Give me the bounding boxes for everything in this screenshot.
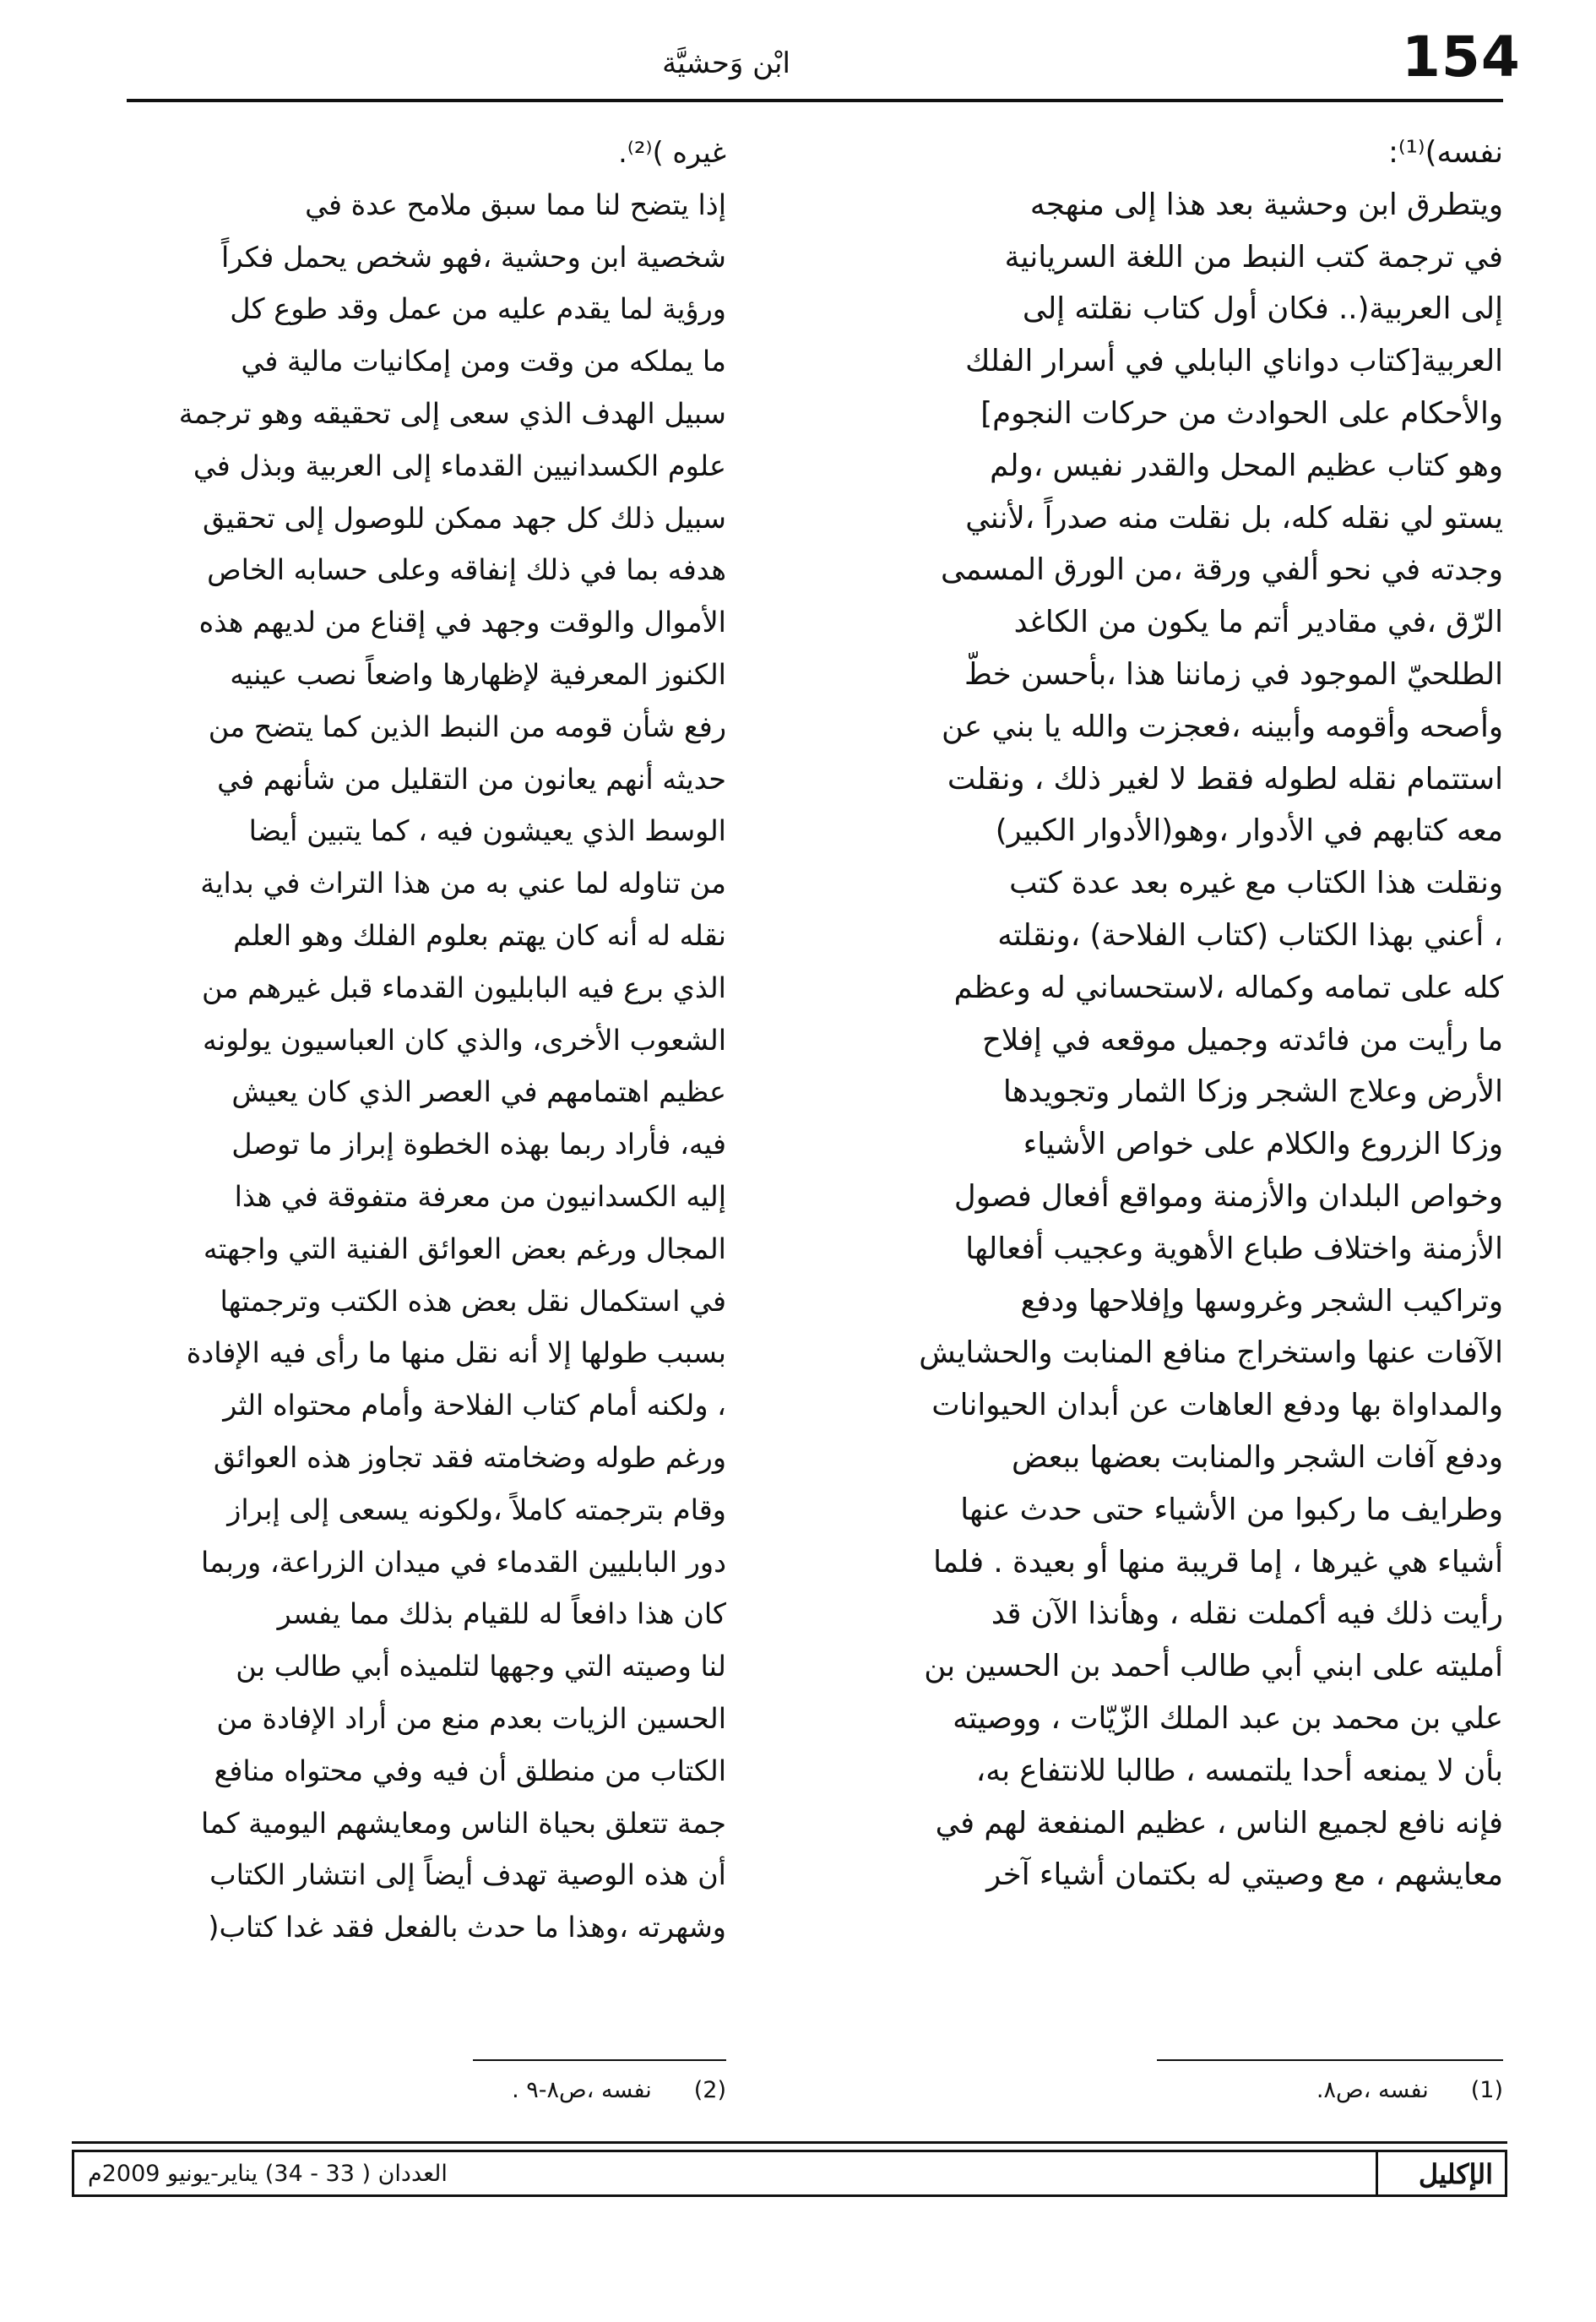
text-line: وشهرته ،وهذا ما حدث بالفعل فقد غدا كتاب( xyxy=(208,1911,726,1944)
text-line: إلى العربية(.. فكان أول كتاب نقلته إلى xyxy=(1022,291,1503,327)
left-text-column xyxy=(118,127,726,1954)
text-line: العربية[كتاب دواناي البابلي في أسرار الفلك xyxy=(965,344,1503,379)
text-line: وجدته في نحو ألفي ورقة ،من الورق المسمى xyxy=(940,552,1503,588)
text-line: وقام بترجمته كاملاً ،ولكونه يسعى إلى إبراز xyxy=(227,1493,726,1526)
text-line: وخواص البلدان والأزمنة ومواقع أفعال فصول xyxy=(953,1178,1503,1214)
text-line: ما رأيت من فائدته وجميل موقعه في إفلاح xyxy=(981,1022,1503,1058)
text-line: معه كتابهم في الأدوار ،وهو(الأدوار الكبير) xyxy=(995,813,1503,849)
text-line: فيه، فأراد ربما بهذه الخطوة إبراز ما توصل xyxy=(231,1128,726,1161)
footnote-1 xyxy=(1098,2074,1503,2107)
text-line: ورؤية لما يقدم عليه من عمل وقد طوع كل xyxy=(230,292,726,326)
text-line: علي بن محمد بن عبد الملك الزّيّات ، ووصيته xyxy=(953,1700,1503,1736)
running-title: ابْن وَحشيَّة xyxy=(662,46,790,80)
text-line: غيره )⁽²⁾. xyxy=(618,136,726,169)
text-line: الأموال والوقت وجهد في إقناع من لديهم هذه xyxy=(198,606,726,639)
text-line: ويتطرق ابن وحشية بعد هذا إلى منهجه xyxy=(1029,187,1503,222)
footnote-text: نفسه ،ص٨-٩ . xyxy=(512,2077,652,2103)
text-line: نقله له أنه كان يهتم بعلوم الفلك وهو العلم xyxy=(233,918,726,952)
footnote-rule-right xyxy=(1157,2059,1503,2061)
text-line: علوم الكسدانيين القدماء إلى العربية وبذل في xyxy=(193,449,726,482)
text-line: الآفات عنها واستخراج منافع المنابت والحشايش xyxy=(919,1335,1503,1371)
issue-info: العددان ( 33 - 34) يناير-يونيو 2009م xyxy=(88,2161,448,2187)
footer-rule xyxy=(72,2141,1507,2144)
text-line: وهو كتاب عظيم المحل والقدر نفيس ،ولم xyxy=(990,448,1503,483)
text-line: المجال ورغم بعض العوائق الفنية التي واجهته xyxy=(203,1232,726,1265)
text-line: هدفه بما في ذلك إنفاقه وعلى حسابه الخاص xyxy=(207,553,726,587)
footnote-2 xyxy=(321,2074,726,2107)
footnote-number: (2) xyxy=(693,2077,726,2103)
text-line: الكتاب من منطلق أن فيه وفي محتواه منافع xyxy=(214,1754,726,1787)
text-line: والمداواة بها ودفع العاهات عن أبدان الحيوانات xyxy=(931,1388,1503,1423)
text-line: والأحكام على الحوادث من حركات النجوم] xyxy=(980,395,1503,431)
text-line: رأيت ذلك فيه أكملت نقله ، وهأنذا الآن قد xyxy=(991,1596,1503,1632)
footnote-number: (1) xyxy=(1470,2077,1503,2103)
text-line: استتمام نقله لطوله فقط لا لغير ذلك ، ونقلت xyxy=(947,761,1503,797)
text-line: فإنه نافع لجميع الناس ، عظيم المنفعة لهم في xyxy=(935,1805,1503,1841)
text-line: بأن لا يمنعه أحدا يلتمسه ، طالبا للانتفاع به، xyxy=(975,1753,1503,1788)
text-line: الأزمنة واختلاف طباع الأهوية وعجيب أفعالها xyxy=(965,1231,1503,1266)
text-line: ورغم طوله وضخامته فقد تجاوز هذه العوائق xyxy=(213,1440,726,1474)
text-line: الرّق ،في مقادير أتم ما يكون من الكاغد xyxy=(1013,605,1503,640)
text-line: عظيم اهتمامهم في العصر الذي كان يعيش xyxy=(231,1075,726,1109)
right-text-column xyxy=(815,127,1503,1901)
text-line: ، ولكنه أمام كتاب الفلاحة وأمام محتواه الثر xyxy=(223,1389,726,1422)
footer-bar xyxy=(72,2150,1507,2197)
text-line: أشياء هي غيرها ، إما قريبة منها أو بعيدة . فلما xyxy=(933,1544,1503,1580)
text-line: معايشهم ، مع وصيتي له بكتمان أشياء آخر xyxy=(986,1857,1503,1893)
header-rule xyxy=(127,99,1503,102)
text-line: سبيل الهدف الذي سعى إلى تحقيقه وهو ترجمة xyxy=(178,396,726,430)
text-line: وزكا الزروع والكلام على خواص الأشياء xyxy=(1023,1127,1503,1162)
footnote-rule-left xyxy=(473,2059,726,2061)
text-line: الشعوب الأخرى، والذي كان العباسيون يولونه xyxy=(202,1023,726,1057)
text-line: كان هذا دافعاً له للقيام بذلك مما يفسر xyxy=(277,1597,726,1631)
text-line: رفع شأن قومه من النبط الذين كما يتضح من xyxy=(208,710,726,743)
text-line: ودفع آفات الشجر والمنابت بعضها ببعض xyxy=(1012,1439,1503,1475)
text-line: شخصية ابن وحشية ،فهو شخص يحمل فكراً xyxy=(221,240,726,274)
text-line: يستو لي نقله كله، بل نقلت منه صدراً ،لأنني xyxy=(965,500,1503,536)
text-line: نفسه)⁽¹⁾: xyxy=(1387,135,1503,170)
text-line: من تناوله لما عني به من هذا التراث في بداية xyxy=(200,867,726,900)
footnote-text: نفسه ،ص٨. xyxy=(1316,2077,1429,2103)
text-line: الذي برع فيه البابليون القدماء قبل غيرهم من xyxy=(202,971,726,1004)
text-line: دور البابليين القدماء في ميدان الزراعة، وربما xyxy=(200,1545,726,1579)
text-line: في ترجمة كتب النبط من اللغة السريانية xyxy=(1004,239,1503,275)
text-line: الحسين الزيات بعدم منع من أراد الإفادة من xyxy=(216,1701,726,1735)
text-line: سبيل ذلك كل جهد ممكن للوصول إلى تحقيق xyxy=(203,501,726,535)
text-line: في استكمال نقل بعض هذه الكتب وترجمتها xyxy=(220,1284,726,1318)
page-number: 154 xyxy=(1402,24,1521,90)
text-line: ما يملكه من وقت ومن إمكانيات مالية في xyxy=(241,345,726,378)
text-line: حديثه أنهم يعانون من التقليل من شأنهم في xyxy=(217,762,726,796)
text-line: أمليته على ابني أبي طالب أحمد بن الحسين بن xyxy=(924,1649,1503,1684)
text-line: لنا وصيته التي وجهها لتلميذه أبي طالب بن xyxy=(236,1650,726,1683)
text-line: الأرض وعلاج الشجر وزكا الثمار وتجويدها xyxy=(1002,1074,1503,1110)
text-line: الطلحيّ الموجود في زماننا هذا ،بأحسن خطّ xyxy=(964,656,1503,692)
text-line: إليه الكسدانيون من معرفة متفوقة في هذا xyxy=(234,1179,726,1213)
text-line: ونقلت هذا الكتاب مع غيره بعد عدة كتب xyxy=(1009,866,1503,901)
text-line: الكنوز المعرفية لإظهارها واضعاً نصب عينيه xyxy=(230,657,726,691)
footer-divider xyxy=(1376,2152,1378,2194)
text-line: إذا يتضح لنا مما سبق ملامح عدة في xyxy=(305,188,726,221)
text-line: كله على تمامه وكماله ،لاستحساني له وعظم xyxy=(953,970,1503,1005)
text-line: بسبب طولها إلا أنه نقل منها ما رأى فيه الإفادة xyxy=(186,1336,726,1370)
text-line: وأصحه وأقومه وأبينه ،فعجزت والله يا بني عن xyxy=(942,709,1503,744)
text-line: الوسط الذي يعيشون فيه ، كما يتبين أيضا xyxy=(248,814,726,848)
text-line: وطرايف ما ركبوا من الأشياء حتى حدث عنها xyxy=(960,1492,1503,1527)
text-line: أن هذه الوصية تهدف أيضاً إلى انتشار الكتاب xyxy=(209,1858,726,1892)
text-line: ، أعني بهذا الكتاب (كتاب الفلاحة) ،ونقلته xyxy=(997,917,1503,953)
journal-logo: الإكليل xyxy=(1418,2158,1493,2190)
text-line: وتراكيب الشجر وغروسها وإفلاحها ودفع xyxy=(1020,1283,1503,1319)
text-line: جمة تتعلق بحياة الناس ومعايشهم اليومية كما xyxy=(201,1806,726,1840)
